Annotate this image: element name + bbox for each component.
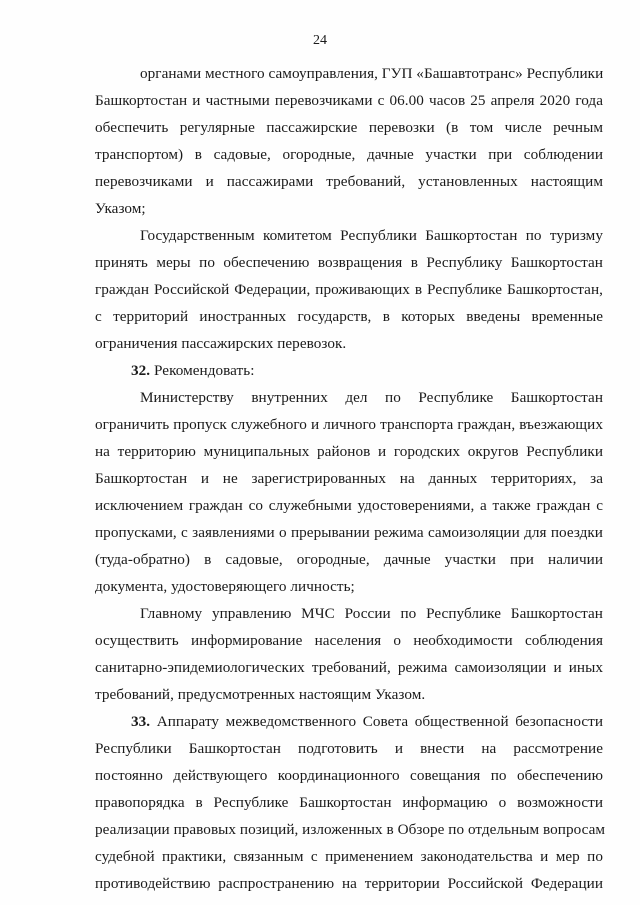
line-text: Республики Башкортостан подготовить и внести на рассмотрение xyxy=(95,740,603,757)
text-line xyxy=(95,469,603,489)
text-line xyxy=(95,253,603,273)
line-text: обеспечить регулярные пассажирские перевозки (в том числе речным xyxy=(95,119,603,136)
clause-number: 33. xyxy=(131,713,151,730)
line-text: Министерству внутренних дел по Республике Башкортостан xyxy=(140,389,603,406)
text-line xyxy=(95,577,603,597)
line-text: транспортом) в садовые, огородные, дачные участки при соблюдении xyxy=(95,146,603,163)
line-text: документа, удостоверяющего личность; xyxy=(95,578,355,595)
line-text: Башкортостан и не зарегистрированных на данных территориях, за xyxy=(95,470,603,487)
text-line xyxy=(140,388,603,408)
line-text: исключением граждан со служебными удостоверениями, а также граждан с xyxy=(95,497,603,514)
text-line xyxy=(95,820,606,840)
text-line xyxy=(95,631,603,651)
text-line xyxy=(95,550,603,570)
line-text: органами местного самоуправления, ГУП «Башавтотранс» Республики xyxy=(140,65,604,82)
text-line xyxy=(95,415,603,435)
line-text: санитарно-эпидемиологических требований, режима самоизоляции и иных xyxy=(95,659,603,676)
line-text: пропусками, с заявлениями о прерывании режима самоизоляции для поездки xyxy=(95,524,603,541)
text-line xyxy=(95,280,603,300)
clause-number: 32. xyxy=(131,362,151,379)
line-text: требований, предусмотренных настоящим Указом. xyxy=(95,686,426,703)
line-text: на территорию муниципальных районов и городских округов Республики xyxy=(95,443,603,460)
text-line xyxy=(95,172,603,192)
text-line xyxy=(95,496,603,516)
line-text: с территорий иностранных государств, в которых введены временные xyxy=(95,308,603,325)
line-text: Главному управлению МЧС России по Республике Башкортостан xyxy=(140,605,603,622)
line-text: Указом; xyxy=(95,200,146,217)
line-text: Башкортостан и частными перевозчиками с 06.00 часов 25 апреля 2020 года xyxy=(95,92,603,109)
text-line xyxy=(131,712,603,732)
text-line xyxy=(131,361,603,381)
text-line xyxy=(95,523,603,543)
line-text: судебной практики, связанным с применением законодательства и мер по xyxy=(95,848,603,865)
line-text: граждан Российской Федерации, проживающих в Республике Башкортостан, xyxy=(95,281,603,298)
text-line xyxy=(140,64,603,84)
line-text: постоянно действующего координационного совещания по обеспечению xyxy=(95,767,603,784)
text-line xyxy=(95,145,603,165)
text-line xyxy=(95,199,603,219)
line-text: ограничения пассажирских перевозок. xyxy=(95,335,347,352)
text-line xyxy=(95,442,603,462)
text-line xyxy=(95,874,603,894)
line-text: осуществить информирование населения о необходимости соблюдения xyxy=(95,632,603,649)
text-line xyxy=(95,793,603,813)
line-text: перевозчиками и пассажирами требований, установленных настоящим xyxy=(95,173,603,190)
text-line xyxy=(95,91,603,111)
text-line xyxy=(95,658,603,678)
text-line xyxy=(95,334,603,354)
text-line xyxy=(140,226,603,246)
line-text: реализации правовых позиций, изложенных в Обзоре по отдельным вопросам xyxy=(95,821,606,838)
line-text: правопорядка в Республике Башкортостан информацию о возможности xyxy=(95,794,603,811)
text-line xyxy=(95,847,603,867)
line-text: Государственным комитетом Республики Башкортостан по туризму xyxy=(140,227,603,244)
text-line xyxy=(95,685,603,705)
line-text: Аппарату межведомственного Совета общественной безопасности xyxy=(150,713,603,730)
line-text: Рекомендовать: xyxy=(150,362,255,379)
text-line xyxy=(95,766,603,786)
line-text: (туда-обратно) в садовые, огородные, дачные участки при наличии xyxy=(95,551,603,568)
text-line xyxy=(95,118,603,138)
text-line xyxy=(140,604,603,624)
line-text: противодействию распространению на территории Российской Федерации xyxy=(95,875,603,892)
line-text: принять меры по обеспечению возвращения в Республику Башкортостан xyxy=(95,254,603,271)
page-number: 24 xyxy=(313,33,327,48)
text-line xyxy=(95,307,603,327)
line-text: ограничить пропуск служебного и личного транспорта граждан, въезжающих xyxy=(95,416,603,433)
text-line xyxy=(95,739,603,759)
